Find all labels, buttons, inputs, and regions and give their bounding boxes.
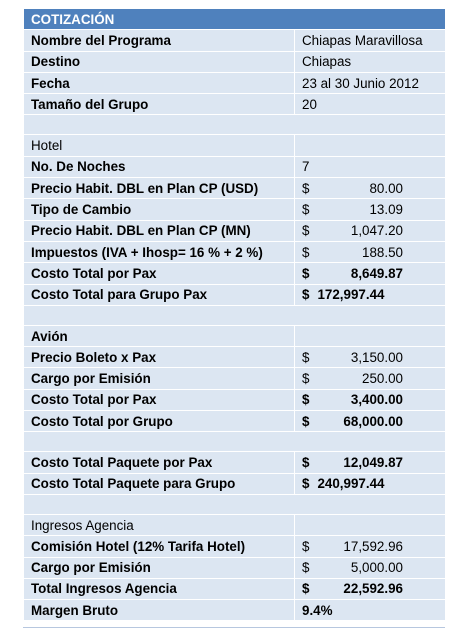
taxes-value: 188.50: [362, 244, 403, 260]
currency-sign: $: [302, 202, 310, 218]
table-row: [24, 241, 446, 262]
section-title-row: [24, 135, 446, 156]
total-income-value: 22,592.96: [343, 581, 403, 597]
spacer-cell: [24, 305, 446, 325]
spacer-row: [24, 432, 446, 452]
ticket-price-label: Precio Boleto x Pax: [24, 347, 295, 368]
table-row: [24, 557, 446, 578]
group-size-label: Tamaño del Grupo: [24, 94, 295, 115]
ticket-price-value: 3,150.00: [350, 349, 403, 365]
empty-cell: [295, 514, 446, 535]
currency-sign: $: [302, 244, 310, 260]
currency-sign: $: [302, 413, 310, 429]
table-row: [24, 51, 446, 72]
currency-sign: $: [302, 392, 310, 408]
hotel-section-title: Hotel: [24, 135, 295, 156]
table-row: [24, 368, 446, 389]
currency-sign: $: [302, 560, 310, 576]
table-row: [24, 536, 446, 557]
quotation-table: [23, 8, 446, 621]
room-price-usd-cell: [295, 178, 446, 199]
spacer-cell: [24, 494, 446, 514]
flight-section-title: Avión: [24, 325, 295, 346]
table-title: COTIZACIÓN: [24, 9, 446, 30]
table-row: [24, 30, 446, 51]
table-row: [24, 452, 446, 473]
table-bottom-rule: [23, 627, 445, 628]
room-price-mn-label: Precio Habit. DBL en Plan CP (MN): [24, 220, 295, 241]
hotel-total-pax-label: Costo Total por Pax: [24, 263, 295, 284]
taxes-cell: [295, 241, 446, 262]
program-name-value: Chiapas Maravillosa: [295, 30, 446, 51]
table-row: [24, 600, 446, 621]
exchange-rate-label: Tipo de Cambio: [24, 199, 295, 220]
hotel-total-pax-value: 8,649.87: [350, 265, 403, 281]
table-row: [24, 284, 446, 305]
date-value: 23 al 30 Junio 2012: [295, 72, 446, 93]
nights-value: 7: [295, 156, 446, 177]
issue-fee-value: 250.00: [362, 371, 403, 387]
hotel-commission-cell: [295, 536, 446, 557]
empty-cell: [295, 135, 446, 156]
table-row: [24, 347, 446, 368]
hotel-total-group-value: 172,997.44: [317, 287, 385, 303]
flight-total-group-label: Costo Total por Grupo: [24, 411, 295, 432]
hotel-total-group-cell: [295, 284, 446, 305]
destination-value: Chiapas: [295, 51, 446, 72]
flight-total-pax-cell: [295, 389, 446, 410]
table-row: [24, 263, 446, 284]
table-row: [24, 94, 446, 115]
currency-sign: $: [302, 581, 310, 597]
currency-sign: $: [302, 223, 310, 239]
table-row: [24, 389, 446, 410]
total-income-cell: [295, 578, 446, 599]
group-size-value: 20: [295, 94, 446, 115]
income-section-title: Ingresos Agencia: [24, 514, 295, 535]
room-price-mn-value: 1,047.20: [350, 223, 403, 239]
package-total-group-cell: [295, 473, 446, 494]
currency-sign: $: [302, 349, 310, 365]
taxes-label: Impuestos (IVA + Ihosp= 16 % + 2 %): [24, 241, 295, 262]
section-title-row: [24, 325, 446, 346]
table-row: [24, 473, 446, 494]
income-issue-fee-value: 5,000.00: [350, 560, 403, 576]
spacer-cell: [24, 432, 446, 452]
total-income-label: Total Ingresos Agencia: [24, 578, 295, 599]
package-total-group-value: 240,997.44: [317, 476, 385, 492]
package-total-pax-label: Costo Total Paquete por Pax: [24, 452, 295, 473]
currency-sign: $: [302, 476, 310, 492]
destination-label: Destino: [24, 51, 295, 72]
table-row: [24, 178, 446, 199]
income-issue-fee-cell: [295, 557, 446, 578]
issue-fee-label: Cargo por Emisión: [24, 368, 295, 389]
currency-sign: $: [302, 371, 310, 387]
table-row: [24, 578, 446, 599]
issue-fee-cell: [295, 368, 446, 389]
currency-sign: $: [302, 180, 310, 196]
gross-margin-label: Margen Bruto: [24, 600, 295, 621]
program-name-label: Nombre del Programa: [24, 30, 295, 51]
table-row: [24, 411, 446, 432]
table-header-row: [24, 9, 446, 30]
date-label: Fecha: [24, 72, 295, 93]
package-total-group-label: Costo Total Paquete para Grupo: [24, 473, 295, 494]
currency-sign: $: [302, 287, 310, 303]
package-total-pax-value: 12,049.87: [343, 454, 403, 470]
hotel-total-pax-cell: [295, 263, 446, 284]
ticket-price-cell: [295, 347, 446, 368]
package-total-pax-cell: [295, 452, 446, 473]
room-price-usd-label: Precio Habit. DBL en Plan CP (USD): [24, 178, 295, 199]
spacer-cell: [24, 115, 446, 135]
hotel-total-group-label: Costo Total para Grupo Pax: [24, 284, 295, 305]
currency-sign: $: [302, 538, 310, 554]
flight-total-pax-label: Costo Total por Pax: [24, 389, 295, 410]
spacer-row: [24, 305, 446, 325]
section-title-row: [24, 514, 446, 535]
room-price-mn-cell: [295, 220, 446, 241]
currency-sign: $: [302, 454, 310, 470]
exchange-rate-cell: [295, 199, 446, 220]
empty-cell: [295, 325, 446, 346]
hotel-commission-label: Comisión Hotel (12% Tarifa Hotel): [24, 536, 295, 557]
spacer-row: [24, 115, 446, 135]
hotel-commission-value: 17,592.96: [343, 538, 403, 554]
flight-total-pax-value: 3,400.00: [350, 392, 403, 408]
table-row: [24, 156, 446, 177]
table-row: [24, 220, 446, 241]
currency-sign: $: [302, 265, 310, 281]
flight-total-group-cell: [295, 411, 446, 432]
room-price-usd-value: 80.00: [369, 180, 403, 196]
table-row: [24, 72, 446, 93]
flight-total-group-value: 68,000.00: [343, 413, 403, 429]
income-issue-fee-label: Cargo por Emisión: [24, 557, 295, 578]
nights-label: No. De Noches: [24, 156, 295, 177]
spacer-row: [24, 494, 446, 514]
table-row: [24, 199, 446, 220]
gross-margin-value: 9.4%: [295, 600, 446, 621]
exchange-rate-value: 13.09: [369, 202, 403, 218]
